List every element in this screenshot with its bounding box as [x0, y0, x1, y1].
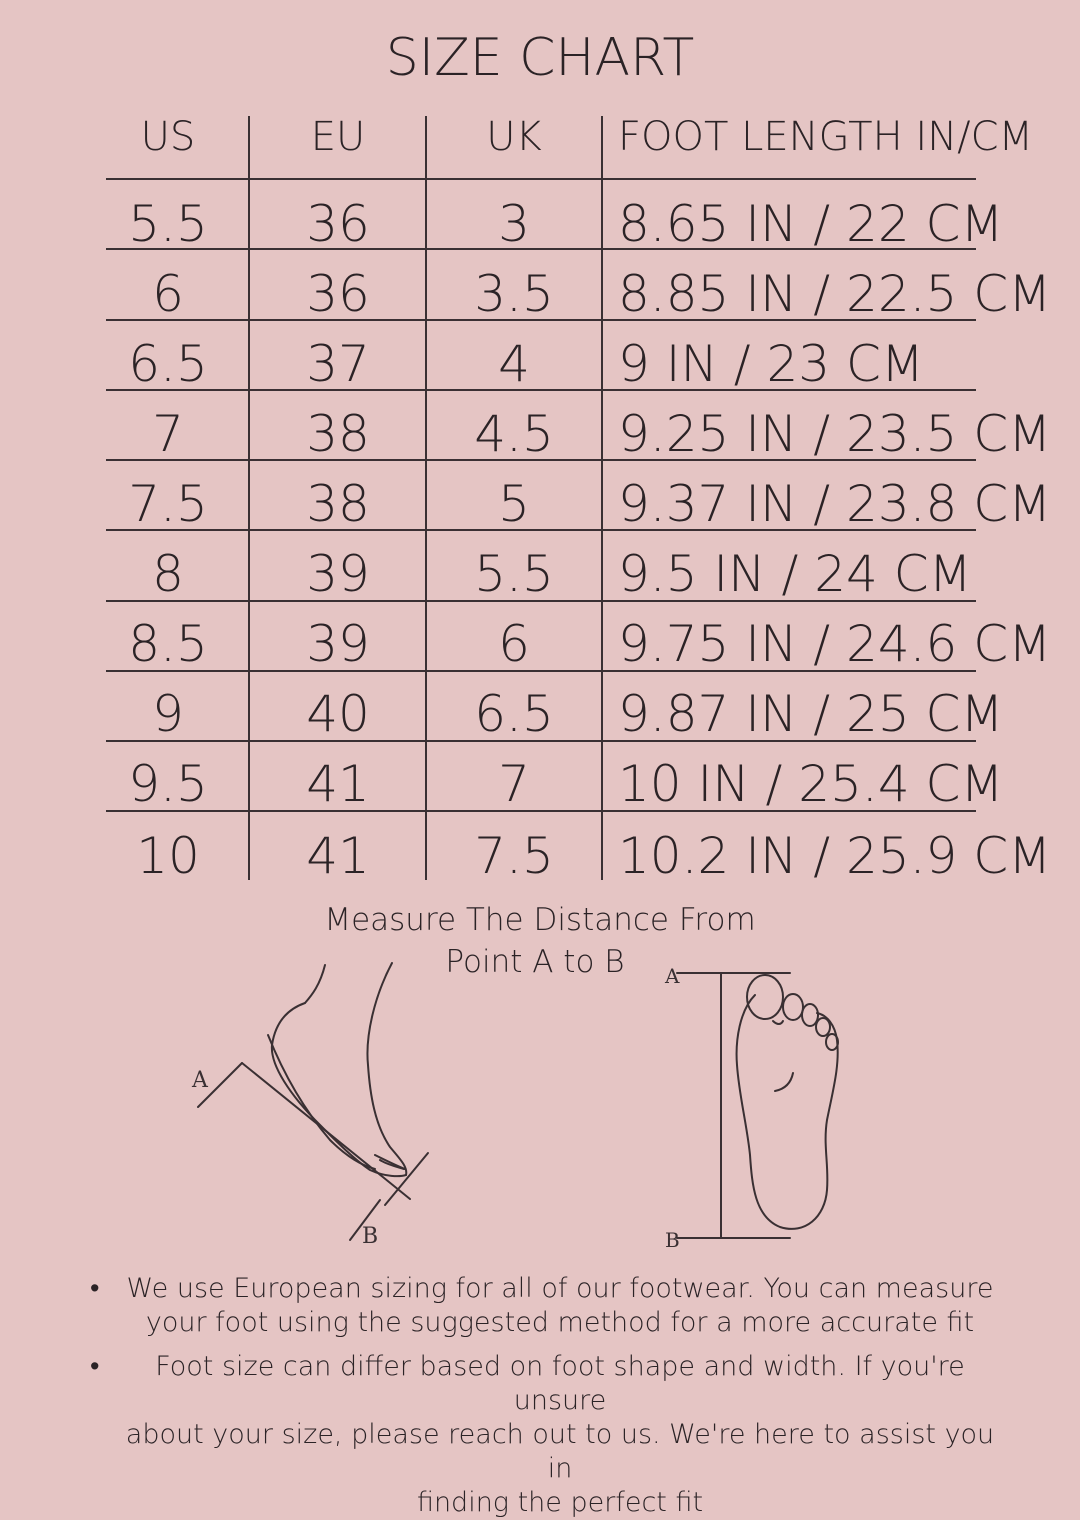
- page-title: SIZE CHART: [385, 28, 695, 88]
- cell-foot-length: 9.5 IN / 24 CM: [618, 545, 972, 603]
- cell-us: 7: [152, 405, 184, 463]
- cell-foot-length: 10 IN / 25.4 CM: [618, 755, 1004, 813]
- note-item: [90, 1272, 1010, 1340]
- note-line: Foot size can differ based on foot shape and width. If you're unsure: [155, 1351, 965, 1416]
- instruction-line-2: Point A to B: [445, 944, 625, 980]
- cell-uk: 5: [498, 475, 530, 533]
- cell-eu: 39: [306, 545, 370, 603]
- cell-us: 6.5: [128, 335, 208, 393]
- row-divider: [106, 178, 976, 180]
- cell-uk: 7: [498, 755, 530, 813]
- column-header-uk: UK: [486, 114, 542, 160]
- cell-us: 9: [152, 685, 184, 743]
- side-label-a: A: [192, 1068, 208, 1093]
- cell-uk: 7.5: [474, 827, 554, 885]
- side-label-b: B: [362, 1224, 379, 1249]
- cell-uk: 4.5: [474, 405, 554, 463]
- cell-eu: 40: [306, 685, 370, 743]
- cell-eu: 38: [306, 405, 370, 463]
- cell-us: 9.5: [128, 755, 208, 813]
- column-header-foot-length: FOOT LENGTH IN/CM: [618, 114, 1034, 160]
- cell-uk: 4: [498, 335, 530, 393]
- cell-uk: 5.5: [474, 545, 554, 603]
- cell-foot-length: 10.2 IN / 25.9 CM: [618, 827, 1052, 885]
- cell-uk: 6: [498, 615, 530, 673]
- bullet-icon: •: [90, 1351, 100, 1382]
- cell-foot-length: 9.87 IN / 25 CM: [618, 685, 1004, 743]
- cell-uk: 3.5: [474, 265, 554, 323]
- cell-eu: 38: [306, 475, 370, 533]
- note-line: your foot using the suggested method for a more accurate fit: [145, 1307, 975, 1338]
- cell-us: 7.5: [128, 475, 208, 533]
- side-foot-diagram: [180, 955, 450, 1255]
- cell-uk: 6.5: [474, 685, 554, 743]
- cell-eu: 41: [306, 827, 370, 885]
- cell-us: 5.5: [128, 195, 208, 253]
- cell-foot-length: 8.65 IN / 22 CM: [618, 195, 1004, 253]
- bullet-icon: •: [90, 1273, 100, 1304]
- sole-foot-diagram: [655, 955, 865, 1255]
- sole-label-a: A: [665, 964, 680, 988]
- cell-us: 10: [136, 827, 200, 885]
- column-header-eu: EU: [310, 114, 366, 160]
- cell-eu: 41: [306, 755, 370, 813]
- cell-foot-length: 9.37 IN / 23.8 CM: [618, 475, 1052, 533]
- cell-us: 8.5: [128, 615, 208, 673]
- note-item: [90, 1350, 1010, 1520]
- cell-foot-length: 9.75 IN / 24.6 CM: [618, 615, 1052, 673]
- cell-foot-length: 9 IN / 23 CM: [618, 335, 925, 393]
- cell-uk: 3: [498, 195, 530, 253]
- cell-eu: 36: [306, 195, 370, 253]
- cell-foot-length: 8.85 IN / 22.5 CM: [618, 265, 1052, 323]
- note-line: about your size, please reach out to us. We're here to assist you in: [125, 1419, 995, 1484]
- note-line: We use European sizing for all of our footwear. You can measure: [126, 1273, 994, 1304]
- note-line: finding the perfect fit: [416, 1487, 704, 1518]
- sole-label-b: B: [665, 1228, 680, 1252]
- cell-us: 8: [152, 545, 184, 603]
- cell-eu: 39: [306, 615, 370, 673]
- cell-foot-length: 9.25 IN / 23.5 CM: [618, 405, 1052, 463]
- notes-list: [90, 1272, 1010, 1520]
- cell-eu: 36: [306, 265, 370, 323]
- cell-us: 6: [152, 265, 184, 323]
- cell-eu: 37: [306, 335, 370, 393]
- column-header-us: US: [140, 114, 196, 160]
- instruction-line-1: Measure The Distance From: [324, 902, 756, 938]
